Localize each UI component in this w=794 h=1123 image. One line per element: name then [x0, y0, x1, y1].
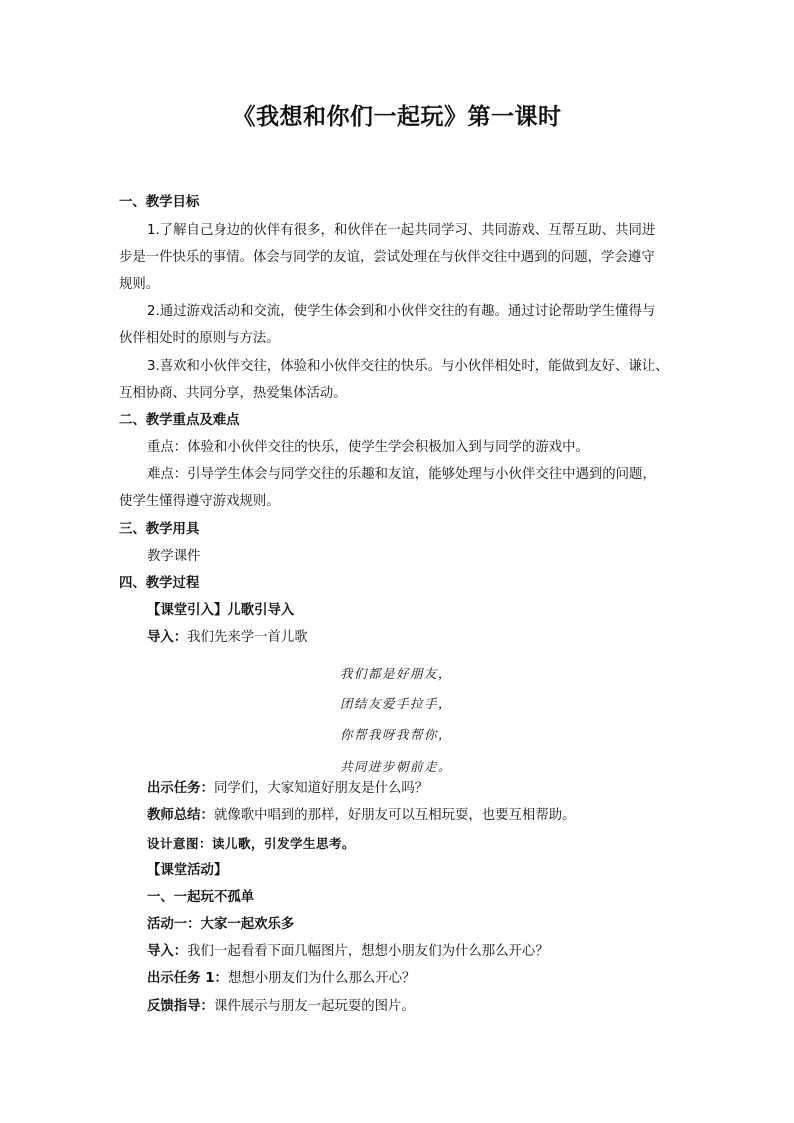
goal-1-line-1: 1.了解自己身边的伙伴有很多，和伙伴在一起共同学习、共同游戏、互帮互助、共同进 [147, 223, 656, 238]
design-intent: 设计意图：读儿歌，引发学生思考。 [147, 836, 356, 851]
goal-1-line-2: 步是一件快乐的事情。体会与同学的友谊，尝试处理在与伙伴交往中遇到的问题，学会遵守 [119, 250, 655, 265]
goal-1-line-3: 规则。 [119, 277, 160, 292]
poem-line-1: 我们都是好朋友， [340, 666, 453, 681]
intro-heading: 【课堂引入】儿歌引导入 [147, 603, 295, 618]
goal-2-line-2: 伙伴相处时的原则与方法。 [119, 331, 280, 346]
goal-3-line-2: 互相协商、共同分享，热爱集体活动。 [119, 386, 347, 401]
poem-line-4: 共同进步朝前走。 [340, 759, 453, 774]
task-1-text: 想想小朋友们为什么那么开心？ [227, 971, 416, 986]
lead-in-text: 我们先来学一首儿歌 [187, 630, 308, 645]
activity-heading: 【课堂活动】 [147, 863, 228, 878]
feedback-text: 课件展示与朋友一起玩耍的图片。 [213, 999, 415, 1014]
tool-item: 教学课件 [147, 549, 201, 564]
section-heading-goals: 一、教学目标 [119, 195, 200, 210]
poem-line-3: 你帮我呀我帮你， [340, 727, 453, 742]
task-line [147, 779, 717, 799]
summary-text: 就像歌中唱到的那样，好朋友可以互相玩耍，也要互相帮助。 [213, 808, 576, 823]
difficulty-line-1: 难点：引导学生体会与同学交往的乐趣和友谊，能够处理与小伙伴交往中遇到的问题， [147, 467, 656, 482]
section-heading-tools: 三、教学用具 [119, 522, 200, 537]
poem-line-2: 团结友爱手拉手， [340, 696, 453, 711]
lead-in-2-label: 导入： [147, 944, 188, 959]
difficulty-line-2: 使学生懂得遵守游戏规则。 [119, 494, 280, 509]
summary-label: 教师总结： [147, 808, 214, 823]
lead-in-line [147, 628, 717, 648]
lead-in-label: 导入： [147, 630, 188, 645]
summary-line [147, 806, 717, 826]
activity-one-title: 活动一：大家一起欢乐多 [147, 917, 295, 932]
feedback-line [147, 997, 717, 1017]
task-1-label: 出示任务 1： [147, 971, 228, 986]
lead-in-2-line [147, 942, 717, 962]
goal-3-line-1: 3.喜欢和小伙伴交往，体验和小伙伴交往的快乐。与小伙伴相处时，能做到友好、谦让、 [147, 359, 669, 374]
task-label: 出示任务： [147, 781, 214, 796]
key-point: 重点：体验和小伙伴交往的快乐，使学生学会积极加入到与同学的游戏中。 [147, 440, 589, 455]
task-1-line [147, 969, 717, 989]
task-text: 同学们，大家知道好朋友是什么吗？ [213, 781, 429, 796]
goal-2-line-1: 2.通过游戏活动和交流，使学生体会到和小伙伴交往的有趣。通过讨论帮助学生懂得与 [147, 304, 656, 319]
feedback-label: 反馈指导： [147, 999, 214, 1014]
section-heading-process: 四、教学过程 [119, 576, 200, 591]
section-heading-key-points: 二、教学重点及难点 [119, 413, 240, 428]
lead-in-2-text: 我们一起看看下面几幅图片，想想小朋友们为什么那么开心？ [187, 944, 549, 959]
activity-subheading: 一、一起玩不孤单 [147, 890, 255, 905]
page-title: 《我想和你们一起玩》第一课时 [232, 103, 562, 130]
